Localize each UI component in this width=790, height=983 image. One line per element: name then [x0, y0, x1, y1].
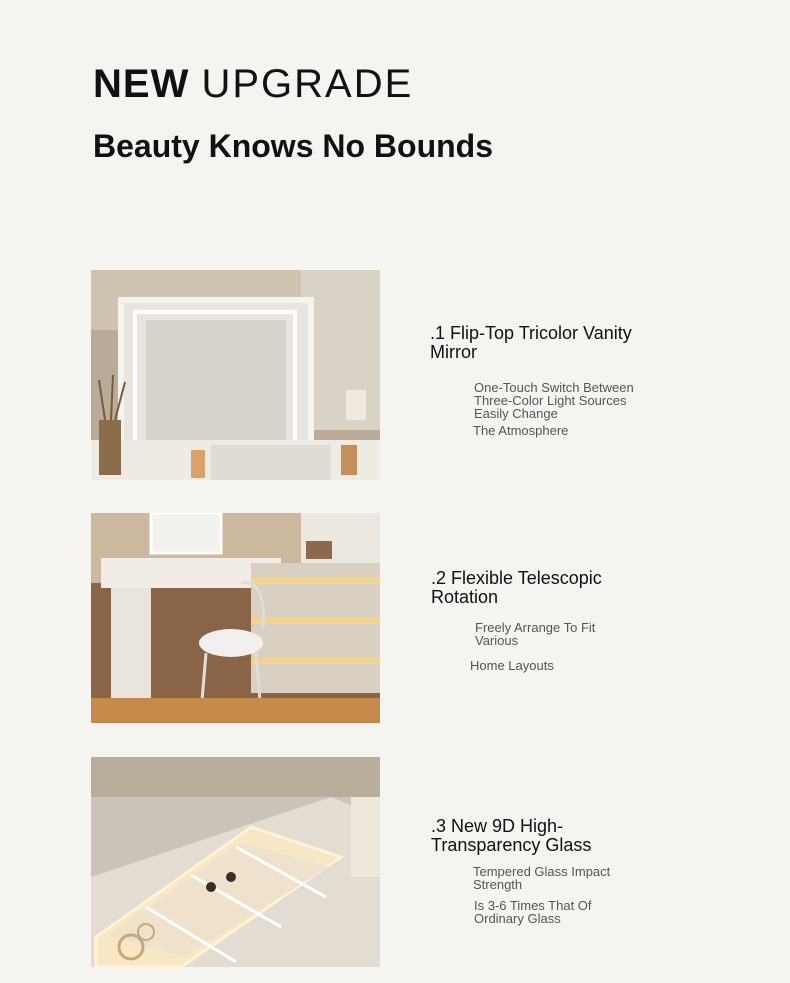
feature-3-description-2: Is 3-6 Times That Of Ordinary Glass	[474, 898, 592, 926]
feature-1-title: .1 Flip-Top Tricolor Vanity Mirror	[430, 323, 632, 362]
headline	[93, 62, 413, 107]
vanity-mirror-photo	[91, 270, 380, 480]
telescopic-desk-photo	[91, 513, 380, 723]
glass-drawer-photo	[91, 757, 380, 967]
feature-2-title: .2 Flexible Telescopic Rotation	[431, 568, 602, 607]
headline-light: UPGRADE	[201, 62, 414, 106]
feature-3-title: .3 New 9D High-Transparency Glass	[431, 816, 592, 855]
feature-3-description: Tempered Glass Impact Strength	[473, 864, 611, 892]
page-subtitle: Beauty Knows No Bounds	[93, 128, 494, 164]
headline-bold: NEW	[93, 62, 190, 106]
feature-2-description: Freely Arrange To Fit Various	[475, 620, 596, 648]
feature-2-description-2: Home Layouts	[470, 658, 554, 673]
feature-1-description: One-Touch Switch Between Three-Color Light Sources Easily Change	[474, 380, 634, 421]
feature-1-description-2: The Atmosphere	[473, 423, 569, 438]
